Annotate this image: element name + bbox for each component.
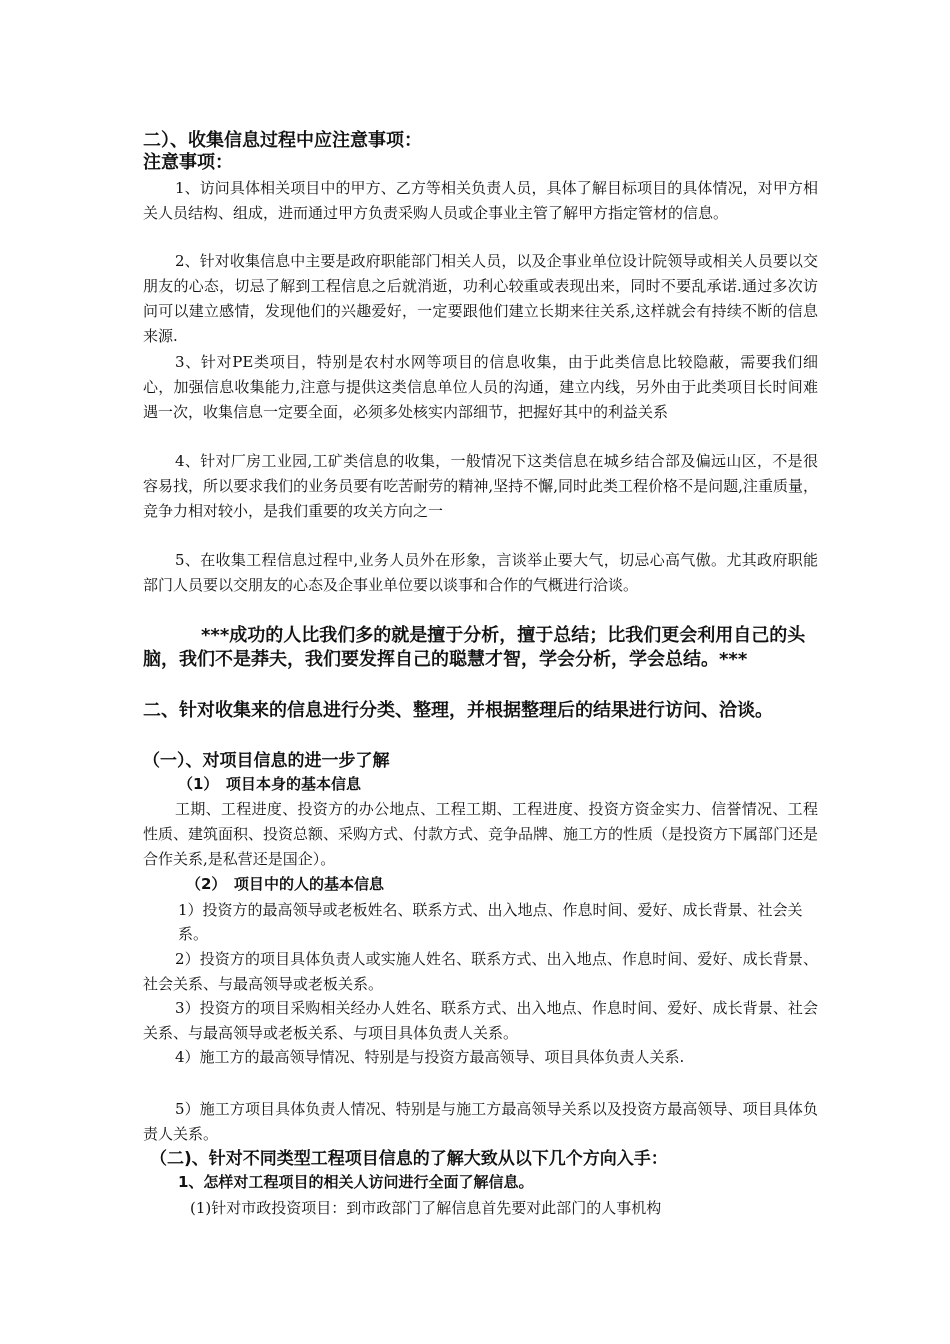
subsection-heading-1: （一）、对项目信息的进一步了解 [143, 751, 390, 771]
people-paragraph-1: 1）投资方的最高领导或老板姓名、联系方式、出入地点、作息时间、爱好、成长背景、社会关系。 [178, 901, 803, 943]
note-paragraph-2: 2、针对收集信息中主要是政府职能部门相关人员，以及企事业单位设计院领导或相关人员要以交朋友的心态，切忌了解到工程信息之后就消逝，功利心较重或表现出来，同时不要乱承诺.通过多次访问可以建立感情，发现他们的兴趣爱好，一定要跟他们建立长期来往关系,这样就会有持续不断的信息来源. [143, 252, 818, 345]
emphasis-statement: ***成功的人比我们多的就是擅于分析，擅于总结；比我们更会利用自己的头脑，我们不是莽夫，我们要发挥自己的聪慧才智，学会分析，学会总结。*** [143, 625, 806, 670]
people-paragraph-2: 2）投资方的项目具体负责人或实施人姓名、联系方式、出入地点、作息时间、爱好、成长背景、社会关系、与最高领导或老板关系。 [143, 950, 818, 993]
people-paragraph-3: 3）投资方的项目采购相关经办人姓名、联系方式、出入地点、作息时间、爱好、成长背景、社会关系、与最高领导或老板关系、与项目具体负责人关系。 [143, 999, 818, 1042]
subsection-item-paragraph: (1)针对市政投资项目：到市政部门了解信息首先要对此部门的人事机构 [190, 1199, 662, 1217]
part-heading: 二、针对收集来的信息进行分类、整理，并根据整理后的结果进行访问、洽谈。 [143, 700, 773, 721]
note-paragraph-3: 3、针对PE类项目，特别是农村水网等项目的信息收集，由于此类信息比较隐蔽，需要我们细心，加强信息收集能力,注意与提供这类信息单位人员的沟通，建立内线，另外由于此类项目长时间难遇一次，收集信息一定要全面，必须多处核实内部细节，把握好其中的利益关系 [143, 353, 818, 421]
item-heading-2: （2） 项目中的人的基本信息 [186, 875, 384, 893]
subsection-item-heading: 1、怎样对工程项目的相关人访问进行全面了解信息。 [178, 1173, 534, 1191]
note-paragraph-1: 1、访问具体相关项目中的甲方、乙方等相关负责人员，具体了解目标项目的具体情况，对甲方相关人员结构、组成，进而通过甲方负责采购人员或企事业主管了解甲方指定管材的信息。 [143, 179, 818, 222]
item-heading-1: （1） 项目本身的基本信息 [178, 775, 361, 793]
notes-label: 注意事项： [143, 152, 233, 173]
subsection-heading-2: （二)、针对不同类型工程项目信息的了解大致从以下几个方向入手： [150, 1149, 668, 1169]
section-heading: 二）、收集信息过程中应注意事项： [143, 130, 422, 151]
item-paragraph-1: 工期、工程进度、投资方的办公地点、工程工期、工程进度、投资方资金实力、信誉情况、工程性质、建筑面积、投资总额、采购方式、付款方式、竞争品牌、施工方的性质（是投资方下属部门还是合作关系,是私营还是国企）。 [143, 800, 819, 868]
people-paragraph-4: 4）施工方的最高领导情况、特别是与投资方最高领导、项目具体负责人关系. [175, 1048, 685, 1066]
note-paragraph-5: 5、在收集工程信息过程中,业务人员外在形象，言谈举止要大气，切忌心高气傲。尤其政府职能部门人员要以交朋友的心态及企事业单位要以谈事和合作的气概进行洽谈。 [143, 551, 818, 594]
people-paragraph-5: 5）施工方项目具体负责人情况、特别是与施工方最高领导关系以及投资方最高领导、项目具体负责人关系。 [143, 1100, 818, 1143]
note-paragraph-4: 4、针对厂房工业园,工矿类信息的收集，一般情况下这类信息在城乡结合部及偏远山区，不是很容易找，所以要求我们的业务员要有吃苦耐劳的精神,坚持不懈,同时此类工程价格不是问题,注重质量，竞争力相对较小，是我们重要的攻关方向之一 [143, 452, 818, 520]
